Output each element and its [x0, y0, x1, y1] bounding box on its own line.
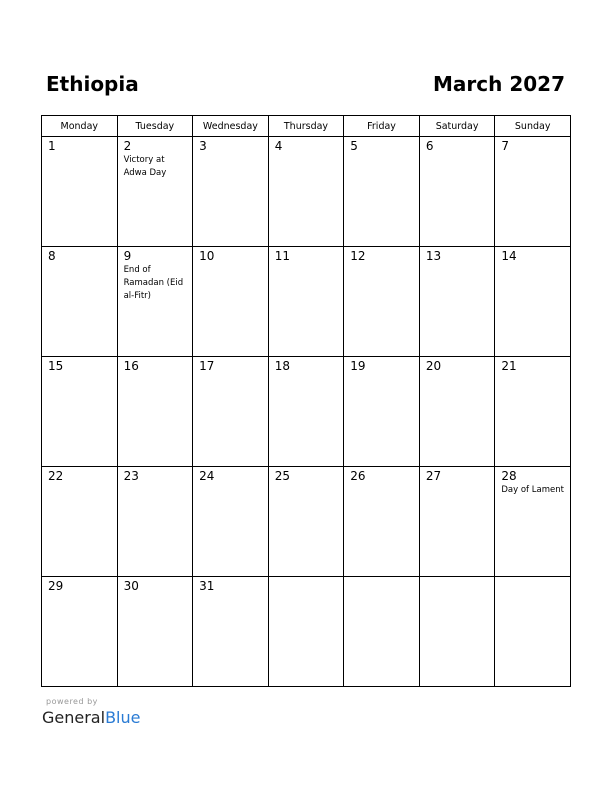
day-number: 13 [425, 249, 442, 263]
day-number: 10 [199, 249, 215, 263]
day-number: 19 [350, 359, 366, 373]
weekday-sunday: Sunday [495, 116, 571, 137]
day-number: 17 [199, 359, 215, 373]
day-number: 24 [199, 469, 215, 483]
day-number: 2 [123, 139, 132, 153]
day-number: 26 [350, 469, 366, 483]
day-number: 28 [501, 469, 517, 483]
day-number: 21 [501, 359, 517, 373]
day-number: 4 [274, 139, 283, 153]
day-cell [268, 577, 344, 687]
weekday-saturday: Saturday [419, 116, 495, 137]
day-number: 12 [350, 249, 366, 263]
day-cell [42, 577, 118, 687]
day-cell [117, 247, 193, 357]
weekday-wednesday: Wednesday [193, 116, 269, 137]
day-cell [193, 137, 269, 247]
holiday-label: End of Ramadan (Eid al-Fitr) [123, 265, 184, 301]
day-number: 25 [274, 469, 290, 483]
weekday-header-row [42, 116, 571, 137]
day-cell [42, 467, 118, 577]
day-number: 11 [274, 249, 290, 263]
day-cell [193, 467, 269, 577]
day-cell [495, 247, 571, 357]
day-cell [419, 577, 495, 687]
powered-by-text: powered by [46, 697, 98, 706]
week-row [42, 247, 571, 357]
week-row [42, 137, 571, 247]
generalblue-logo[interactable] [42, 708, 140, 727]
holiday-label: Victory at Adwa Day [123, 155, 167, 178]
day-cell [344, 357, 420, 467]
day-cell [344, 577, 420, 687]
brand-blue: Blue [105, 708, 141, 727]
day-cell [117, 137, 193, 247]
day-cell [268, 357, 344, 467]
day-cell [419, 357, 495, 467]
day-number: 18 [274, 359, 290, 373]
day-number: 6 [425, 139, 434, 153]
day-cell [344, 247, 420, 357]
day-number: 8 [48, 249, 56, 263]
day-cell [193, 357, 269, 467]
weekday-friday: Friday [344, 116, 420, 137]
week-row [42, 577, 571, 687]
day-cell [42, 247, 118, 357]
day-cell [495, 467, 571, 577]
day-cell [344, 467, 420, 577]
day-number: 27 [425, 469, 442, 483]
day-cell [42, 137, 118, 247]
day-number: 16 [123, 359, 139, 373]
day-number: 30 [123, 579, 139, 593]
day-number: 31 [199, 579, 215, 593]
day-cell [42, 357, 118, 467]
week-row [42, 467, 571, 577]
brand-general: General [42, 708, 106, 727]
day-cell [193, 577, 269, 687]
day-cell [117, 357, 193, 467]
day-number: 1 [48, 139, 56, 153]
day-cell [495, 137, 571, 247]
week-row [42, 357, 571, 467]
day-cell [193, 247, 269, 357]
day-number: 9 [123, 249, 132, 263]
day-cell [117, 577, 193, 687]
day-cell [419, 247, 495, 357]
day-cell [495, 357, 571, 467]
weekday-tuesday: Tuesday [117, 116, 193, 137]
day-cell [117, 467, 193, 577]
day-number: 29 [48, 579, 64, 593]
day-number: 15 [48, 359, 64, 373]
country-title: Ethiopia [46, 72, 139, 96]
weekday-monday: Monday [42, 116, 118, 137]
day-number: 14 [501, 249, 517, 263]
day-number: 20 [425, 359, 442, 373]
day-cell [495, 577, 571, 687]
day-cell [419, 467, 495, 577]
holiday-label: Day of Lament [501, 485, 564, 495]
day-number: 3 [199, 139, 207, 153]
weekday-thursday: Thursday [268, 116, 344, 137]
day-cell [268, 247, 344, 357]
day-cell [268, 137, 344, 247]
day-number: 23 [123, 469, 139, 483]
day-number: 22 [48, 469, 64, 483]
day-number: 5 [350, 139, 358, 153]
day-cell [344, 137, 420, 247]
day-cell [419, 137, 495, 247]
day-cell [268, 467, 344, 577]
day-number: 7 [501, 139, 510, 153]
month-year-title: March 2027 [433, 72, 565, 96]
calendar-grid [41, 115, 571, 687]
